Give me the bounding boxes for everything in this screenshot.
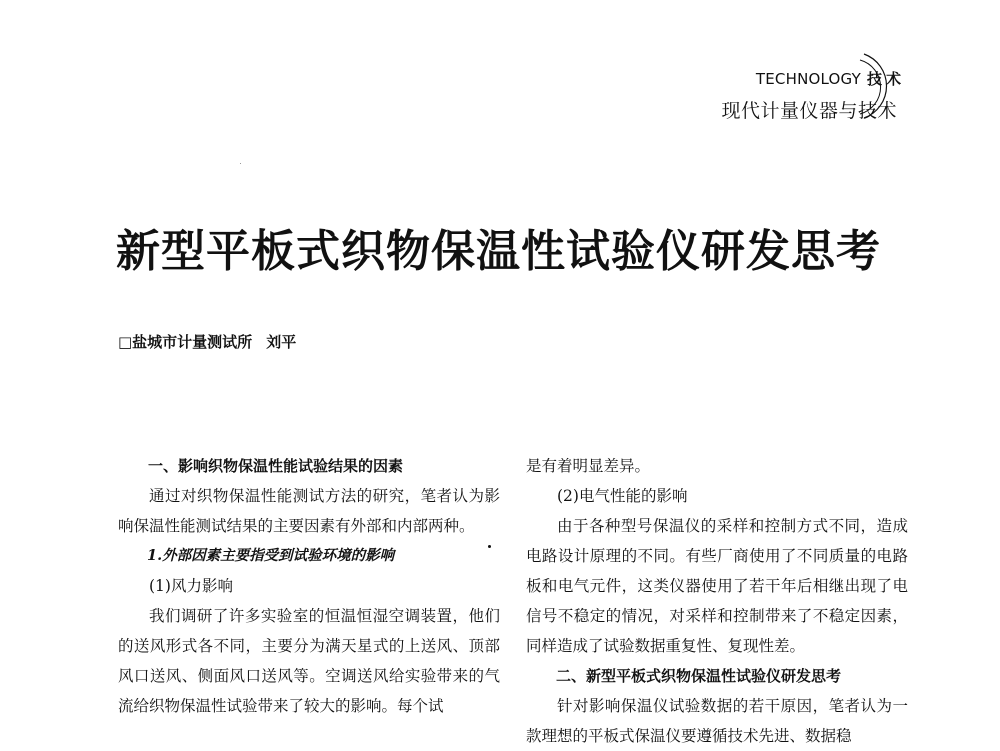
header-section-label: 技术 [866, 70, 905, 88]
left-column [118, 451, 500, 721]
article-title: 新型平板式织物保温性试验仪研发思考 [116, 226, 881, 277]
section-heading: 一、影响织物保温性能试验结果的因素 [148, 457, 404, 475]
paragraph: 由于各种型号保温仪的采样和控制方式不同，造成电路设计原理的不同。有些厂商使用了不同质量的电路板和电气元件，这类仪器使用了若干年后相继出现了电信号不稳定的情况，对采样和控制带来了不稳定因素，同样造成了试验数据重复性、复现性差。 [526, 517, 908, 655]
header-en-label: TECHNOLOGY [755, 70, 861, 88]
header-arc-decoration [858, 52, 906, 122]
journal-name: 现代计量仪器与技术 [721, 100, 897, 122]
paragraph: 针对影响保温仪试验数据的若干原因，笔者认为一款理想的平板式保温仪要遵循技术先进、数据稳 [526, 697, 908, 745]
paragraph: (2)电气性能的影响 [557, 487, 688, 505]
subsection-heading: 1.外部因素主要指受到试验环境的影响 [147, 547, 395, 564]
byline [118, 332, 296, 352]
paragraph: (1)风力影响 [149, 577, 233, 595]
paragraph: 是有着明显差异。 [526, 457, 651, 475]
paragraph: 我们调研了许多实验室的恒温恒湿空调装置，他们的送风形式各不同，主要分为满天星式的上送风、顶部风口送风、侧面风口送风等。空调送风给实验带来的气流给织物保温性试验带来了较大的影响。每个试 [118, 607, 500, 715]
affiliation: □盐城市计量测试所 [118, 333, 253, 351]
author-name: 刘平 [266, 333, 297, 351]
paragraph: 通过对织物保温性能测试方法的研究，笔者认为影响保温性能测试结果的主要因素有外部和内部两种。 [118, 487, 500, 535]
right-column [526, 451, 908, 751]
scan-dot [488, 545, 491, 548]
scan-speck [240, 163, 241, 164]
section-heading: 二、新型平板式织物保温性试验仪研发思考 [556, 667, 842, 685]
